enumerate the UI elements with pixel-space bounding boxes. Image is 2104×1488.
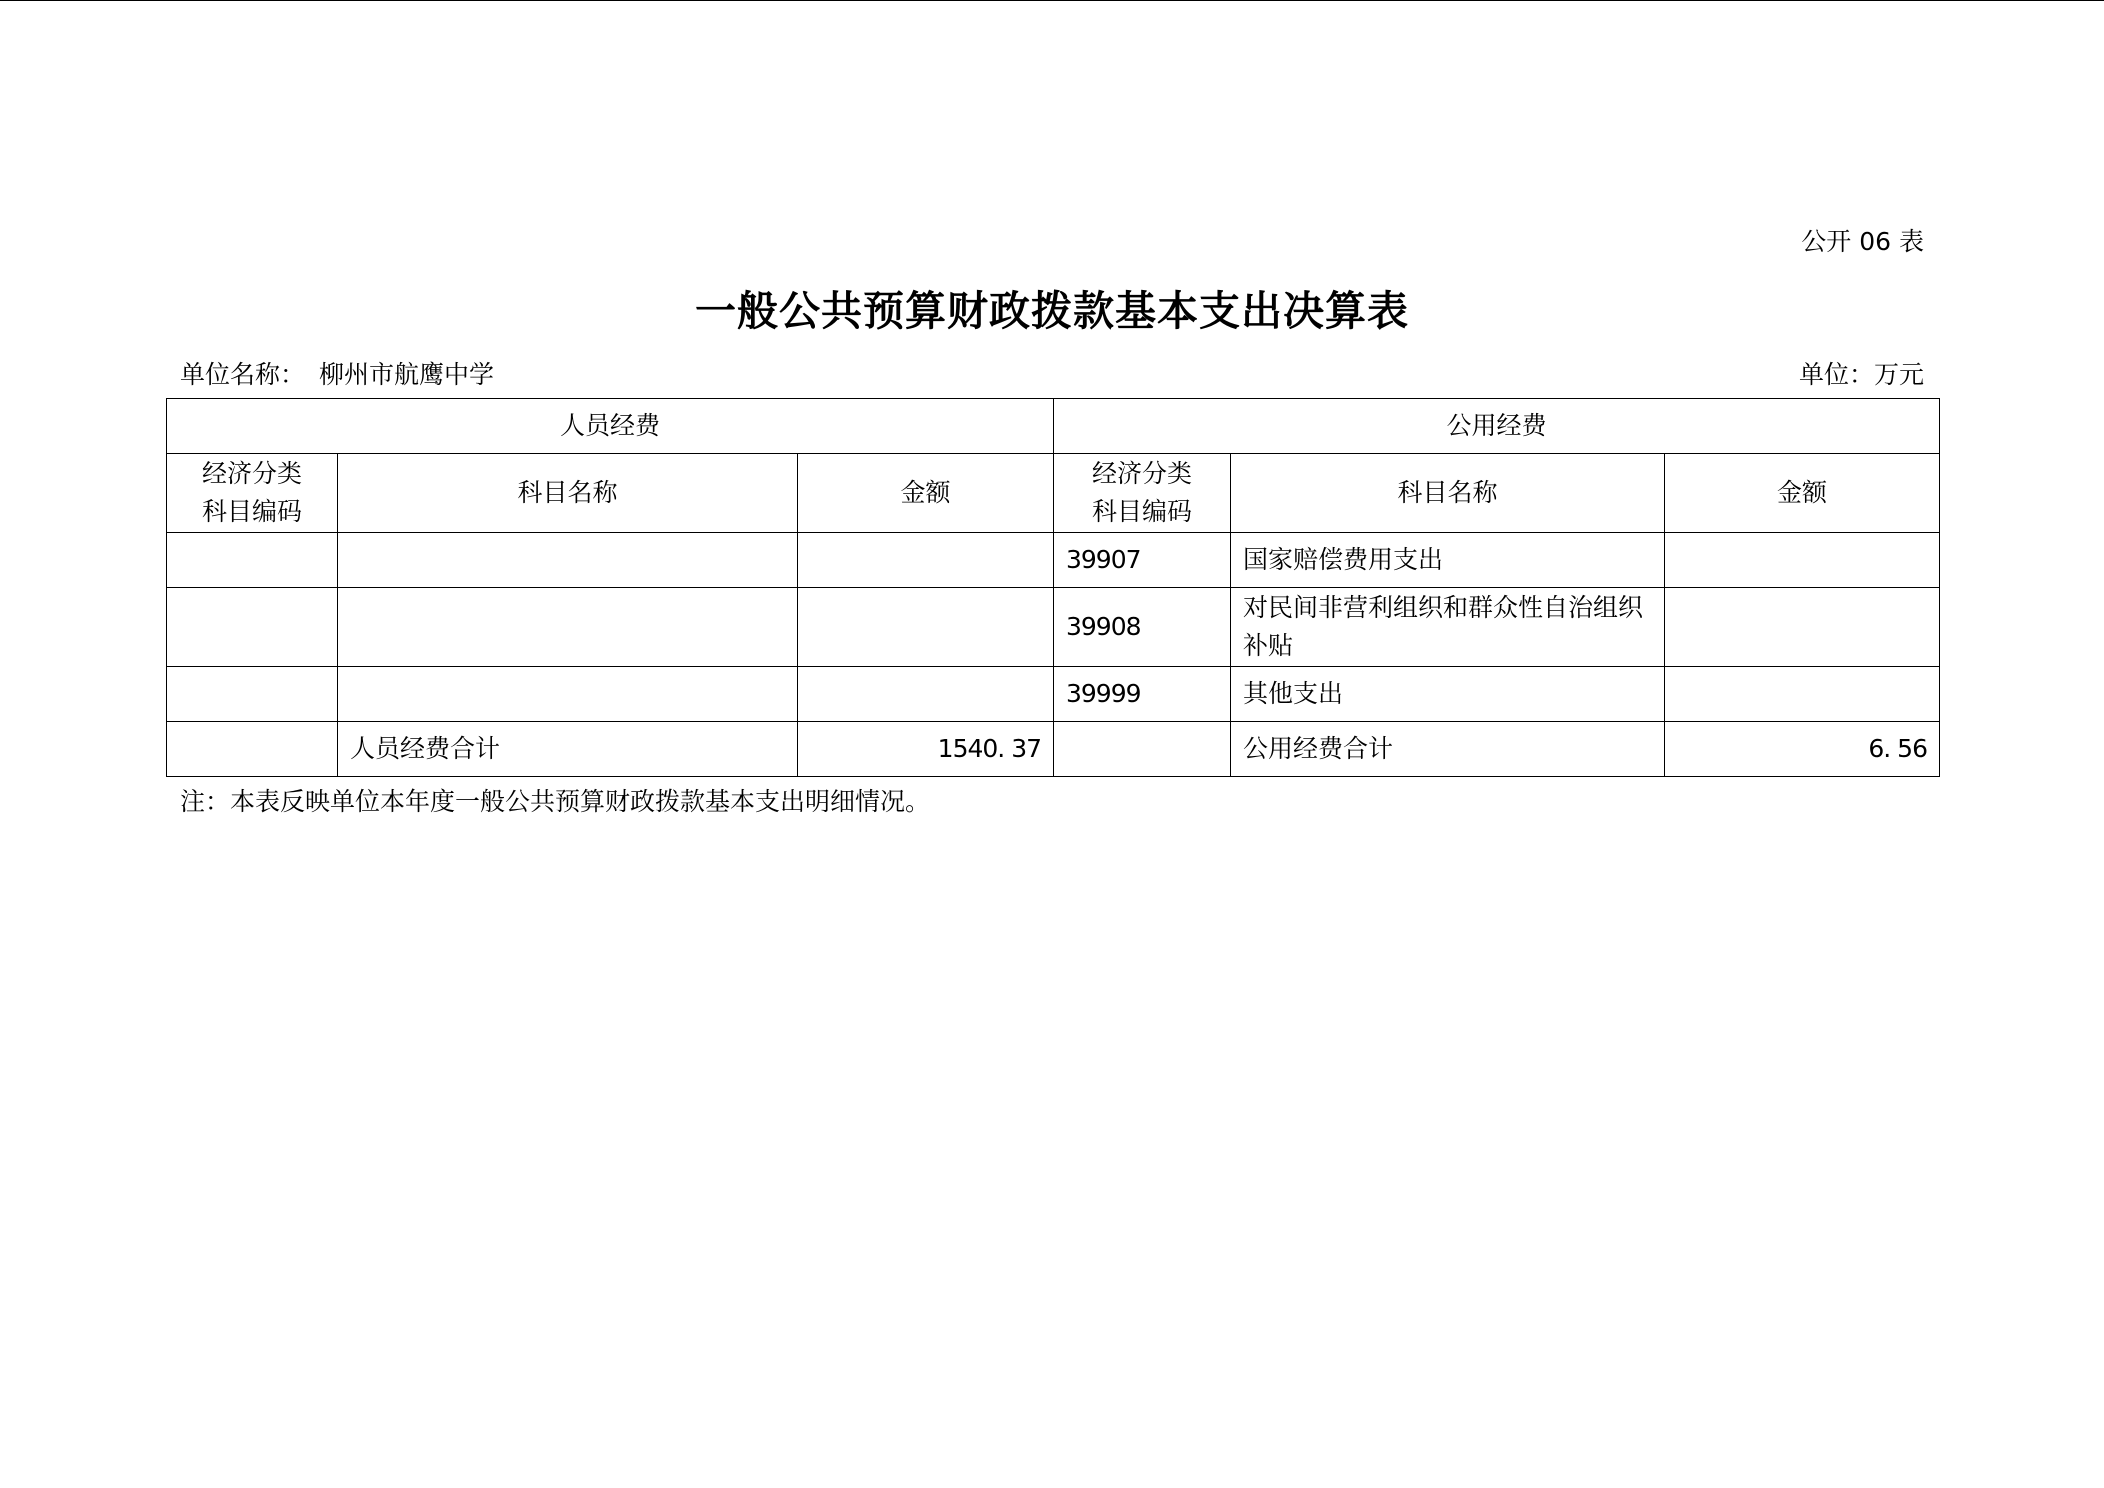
group-header-row bbox=[167, 399, 1940, 454]
table-row bbox=[167, 667, 1940, 722]
personnel-amount-cell bbox=[798, 667, 1054, 722]
unit-name-label: 单位名称： bbox=[180, 360, 306, 389]
personnel-code-cell bbox=[167, 533, 338, 588]
public-code-cell: 39999 bbox=[1054, 667, 1231, 722]
personnel-name-cell bbox=[338, 667, 798, 722]
personnel-amount-cell bbox=[798, 533, 1054, 588]
page-title: 一般公共预算财政拨款基本支出决算表 bbox=[695, 287, 1409, 335]
public-amount-cell bbox=[1665, 588, 1940, 667]
public-name-cell: 国家赔偿费用支出 bbox=[1231, 533, 1665, 588]
public-amount-cell bbox=[1665, 533, 1940, 588]
meta-row bbox=[180, 355, 1924, 391]
personnel-total-code-cell bbox=[167, 722, 338, 777]
page-top-border bbox=[0, 0, 2104, 1]
col-header-public-amount: 金额 bbox=[1665, 454, 1940, 533]
public-amount-cell bbox=[1665, 667, 1940, 722]
footnote: 注：本表反映单位本年度一般公共预算财政拨款基本支出明细情况。 bbox=[180, 787, 931, 816]
public-total-label: 公用经费合计 bbox=[1231, 722, 1665, 777]
public-code-cell: 39907 bbox=[1054, 533, 1231, 588]
group-header-public: 公用经费 bbox=[1054, 399, 1940, 454]
col-header-personnel-code: 经济分类 科目编码 bbox=[167, 454, 338, 533]
unit-name bbox=[180, 355, 494, 391]
group-header-personnel: 人员经费 bbox=[167, 399, 1054, 454]
public-total-code-cell bbox=[1054, 722, 1231, 777]
public-name-cell: 其他支出 bbox=[1231, 667, 1665, 722]
public-total-amount: 6. 56 bbox=[1665, 722, 1940, 777]
table-row bbox=[167, 533, 1940, 588]
personnel-total-amount: 1540. 37 bbox=[798, 722, 1054, 777]
table-row bbox=[167, 588, 1940, 667]
personnel-code-cell bbox=[167, 667, 338, 722]
personnel-total-label: 人员经费合计 bbox=[338, 722, 798, 777]
col-header-public-name: 科目名称 bbox=[1231, 454, 1665, 533]
col-header-personnel-amount: 金额 bbox=[798, 454, 1054, 533]
column-header-row bbox=[167, 454, 1940, 533]
col-header-public-code: 经济分类 科目编码 bbox=[1054, 454, 1231, 533]
budget-table bbox=[166, 398, 1940, 777]
personnel-name-cell bbox=[338, 588, 798, 667]
personnel-amount-cell bbox=[798, 588, 1054, 667]
public-code-cell: 39908 bbox=[1054, 588, 1231, 667]
personnel-name-cell bbox=[338, 533, 798, 588]
unit-name-value: 柳州市航鹰中学 bbox=[319, 360, 495, 389]
public-name-cell: 对民间非营利组织和群众性自治组织补贴 bbox=[1231, 588, 1665, 667]
personnel-code-cell bbox=[167, 588, 338, 667]
form-number: 公开 06 表 bbox=[1801, 227, 1924, 256]
totals-row bbox=[167, 722, 1940, 777]
currency-unit: 单位：万元 bbox=[1798, 360, 1924, 389]
col-header-personnel-name: 科目名称 bbox=[338, 454, 798, 533]
